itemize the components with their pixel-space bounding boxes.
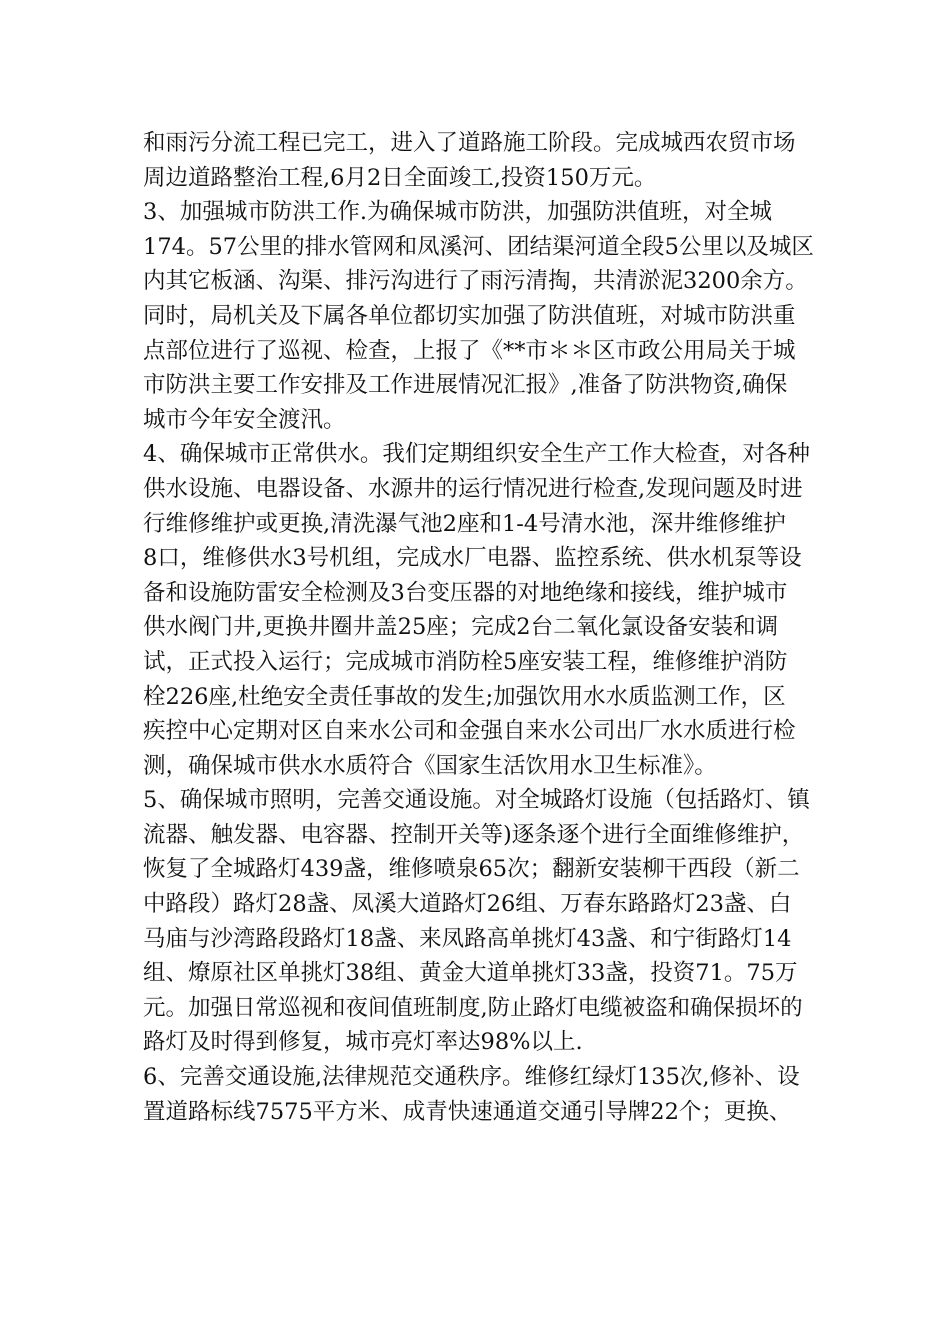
text-line: 组、燎原社区单挑灯38组、黄金大道单挑灯33盏，投资71。75万 [143, 960, 798, 987]
text-line: 中路段）路灯28盏、凤溪大道路灯26组、万春东路路灯23盏、白 [143, 891, 792, 918]
text-line: 4、确保城市正常供水。我们定期组织安全生产工作大检查，对各种 [143, 441, 810, 468]
text-line: 内其它板涵、沟渠、排污沟进行了雨污清掏，共清淤泥3200余方。 [143, 268, 808, 295]
text-line: 路灯及时得到修复，城市亮灯率达98%以上. [143, 1029, 583, 1056]
text-line: 5、确保城市照明，完善交通设施。对全城路灯设施（包括路灯、镇 [143, 787, 810, 814]
text-line: 供水阀门井,更换井圈井盖25座；完成2台二氧化氯设备安装和调 [143, 614, 779, 641]
text-line: 同时，局机关及下属各单位都切实加强了防洪值班，对城市防洪重 [143, 302, 796, 329]
text-line: 备和设施防雷安全检测及3台变压器的对地绝缘和接线，维护城市 [143, 579, 788, 606]
text-line: 测，确保城市供水水质符合《国家生活饮用水卫生标准》。 [143, 752, 717, 779]
text-line: 置道路标线7575平方米、成青快速通道交通引导牌22个；更换、 [143, 1098, 792, 1125]
text-line: 行维修维护或更换,清洗瀑气池2座和1-4号清水池，深井维修维护 [143, 510, 786, 537]
text-line: 元。加强日常巡视和夜间值班制度,防止路灯电缆被盗和确保损坏的 [143, 994, 803, 1021]
text-line: 市防洪主要工作安排及工作进展情况汇报》,准备了防洪物资,确保 [143, 372, 788, 399]
text-line: 供水设施、电器设备、水源井的运行情况进行检查,发现问题及时进 [143, 475, 803, 502]
text-line: 马庙与沙湾路段路灯18盏、来凤路高单挑灯43盏、和宁街路灯14 [143, 925, 792, 952]
text-line: 和雨污分流工程已完工，进入了道路施工阶段。完成城西农贸市场 [143, 130, 796, 156]
text-line: 6、完善交通设施,法律规范交通秩序。维修红绿灯135次,修补、设 [143, 1064, 800, 1091]
text-line: 城市今年安全渡汛。 [143, 406, 346, 433]
text-line: 3、加强城市防洪工作.为确保城市防洪，加强防洪值班，对全城 [143, 199, 772, 226]
text-line: 试，正式投入运行；完成城市消防栓5座安装工程，维修维护消防 [143, 648, 788, 675]
text-line: 周边道路整治工程,6月2日全面竣工,投资150万元。 [143, 164, 657, 191]
text-line: 8口，维修供水3号机组，完成水厂电器、监控系统、供水机泵等设 [143, 545, 802, 572]
text-line: 恢复了全城路灯439盏，维修喷泉65次；翻新安装柳干西段（新二 [143, 856, 800, 883]
text-line: 点部位进行了巡视、检查，上报了《**市＊＊区市政公用局关于城 [143, 337, 796, 364]
text-line: 栓226座,杜绝安全责任事故的发生;加强饮用水水质监测工作，区 [143, 683, 786, 710]
text-line: 流器、触发器、电容器、控制开关等)逐条逐个进行全面维修维护， [143, 821, 805, 848]
text-line: 174。57公里的排水管网和凤溪河、团结渠河道全段5公里以及城区 [143, 233, 814, 260]
text-line: 疾控中心定期对区自来水公司和金强自来水公司出厂水水质进行检 [143, 718, 796, 745]
